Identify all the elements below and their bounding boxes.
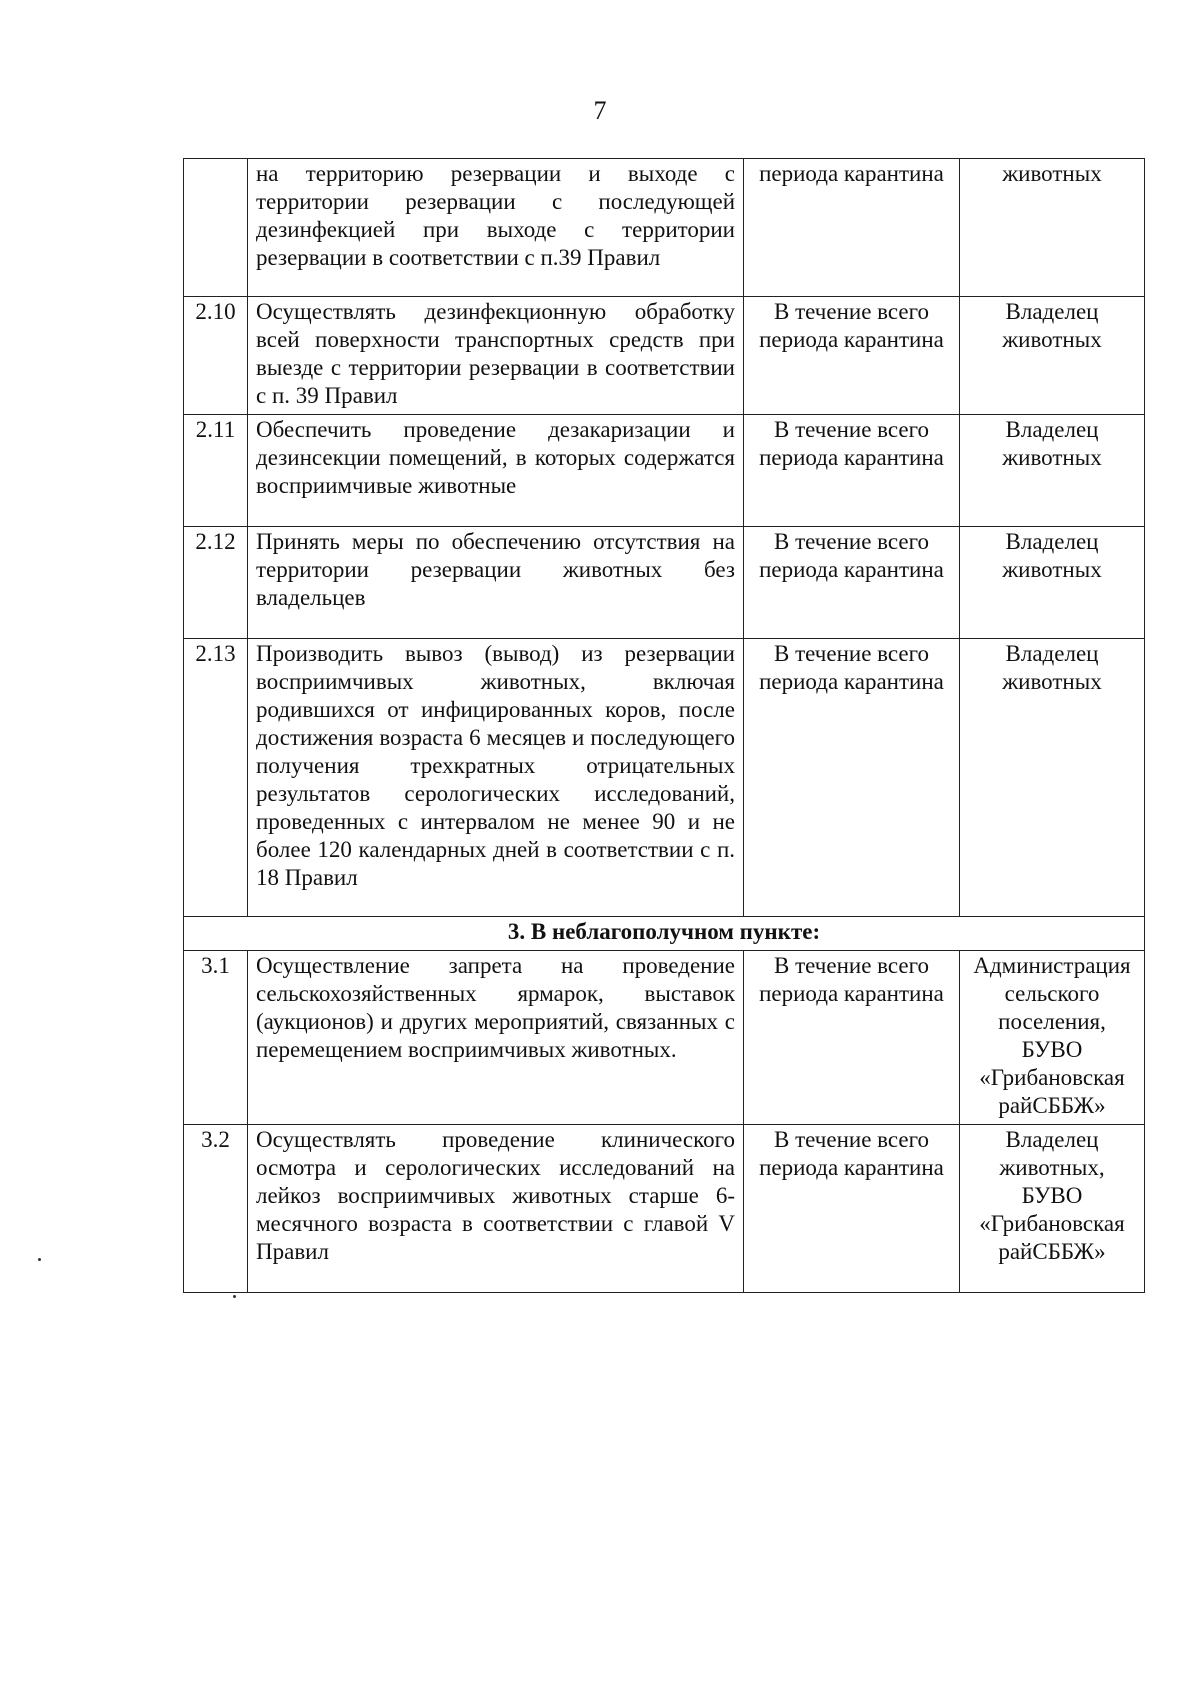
row-number (184, 159, 248, 297)
table-row (184, 1125, 1145, 1293)
measure-text: Принять меры по обеспечению отсутствия на территории резервации животных без владельцев (248, 527, 744, 639)
period-cell: В течение всего периода карантина (744, 1125, 960, 1293)
table-row (184, 951, 1145, 1125)
measure-text: Обеспечить проведение дезакаризации и дезинсекции помещений, в которых содержатся восприимчивые животные (248, 415, 744, 527)
measure-text: Производить вывоз (вывод) из резервации восприимчивых животных, включая родившихся от инфицированных коров, после достижения возраста 6 месяцев и последующего получения трехкратных отрицательных результатов серологических исследований, проведенных с интервалом не менее 90 и не более 120 календарных дней в соответствии с п. 18 Правил (248, 639, 744, 917)
responsible-cell: Владелец животных (960, 639, 1145, 917)
period-cell: В течение всего периода карантина (744, 297, 960, 415)
row-number: 3.1 (184, 951, 248, 1125)
table-row (184, 415, 1145, 527)
responsible-cell: Администрация сельского поселения, БУВО «Грибановская райСББЖ» (960, 951, 1145, 1125)
scan-speck (38, 1258, 41, 1261)
row-number: 2.10 (184, 297, 248, 415)
row-number: 2.13 (184, 639, 248, 917)
row-number: 2.11 (184, 415, 248, 527)
scan-speck (233, 1295, 236, 1298)
period-cell: В течение всего периода карантина (744, 527, 960, 639)
period-cell: В течение всего периода карантина (744, 639, 960, 917)
period-cell: периода карантина (744, 159, 960, 297)
measure-text: Осуществление запрета на проведение сельскохозяйственных ярмарок, выставок (аукционов) и других мероприятий, связанных с перемещением восприимчивых животных. (248, 951, 744, 1125)
row-number: 2.12 (184, 527, 248, 639)
table-row (184, 639, 1145, 917)
measure-text: на территорию резервации и выходе с территории резервации с последующей дезинфекцией при выходе с территории резервации в соответствии с п.39 Правил (248, 159, 744, 297)
section-title: 3. В неблагополучном пункте: (184, 917, 1145, 951)
page-number: 7 (593, 96, 607, 125)
period-cell: В течение всего периода карантина (744, 415, 960, 527)
measures-table (183, 158, 1145, 1293)
responsible-cell: Владелец животных (960, 415, 1145, 527)
table-row (184, 527, 1145, 639)
responsible-cell: Владелец животных (960, 297, 1145, 415)
measure-text: Осуществлять дезинфекционную обработку всей поверхности транспортных средств при выезде с территории резервации в соответствии с п. 39 Правил (248, 297, 744, 415)
table-row (184, 159, 1145, 297)
responsible-cell: Владелец животных (960, 527, 1145, 639)
section-header-row (184, 917, 1145, 951)
responsible-cell: Владелец животных, БУВО «Грибановская райСББЖ» (960, 1125, 1145, 1293)
table-row (184, 297, 1145, 415)
period-cell: В течение всего периода карантина (744, 951, 960, 1125)
responsible-cell: животных (960, 159, 1145, 297)
measure-text: Осуществлять проведение клинического осмотра и серологических исследований на лейкоз восприимчивых животных старше 6-месячного возраста в соответствии с главой V Правил (248, 1125, 744, 1293)
row-number: 3.2 (184, 1125, 248, 1293)
